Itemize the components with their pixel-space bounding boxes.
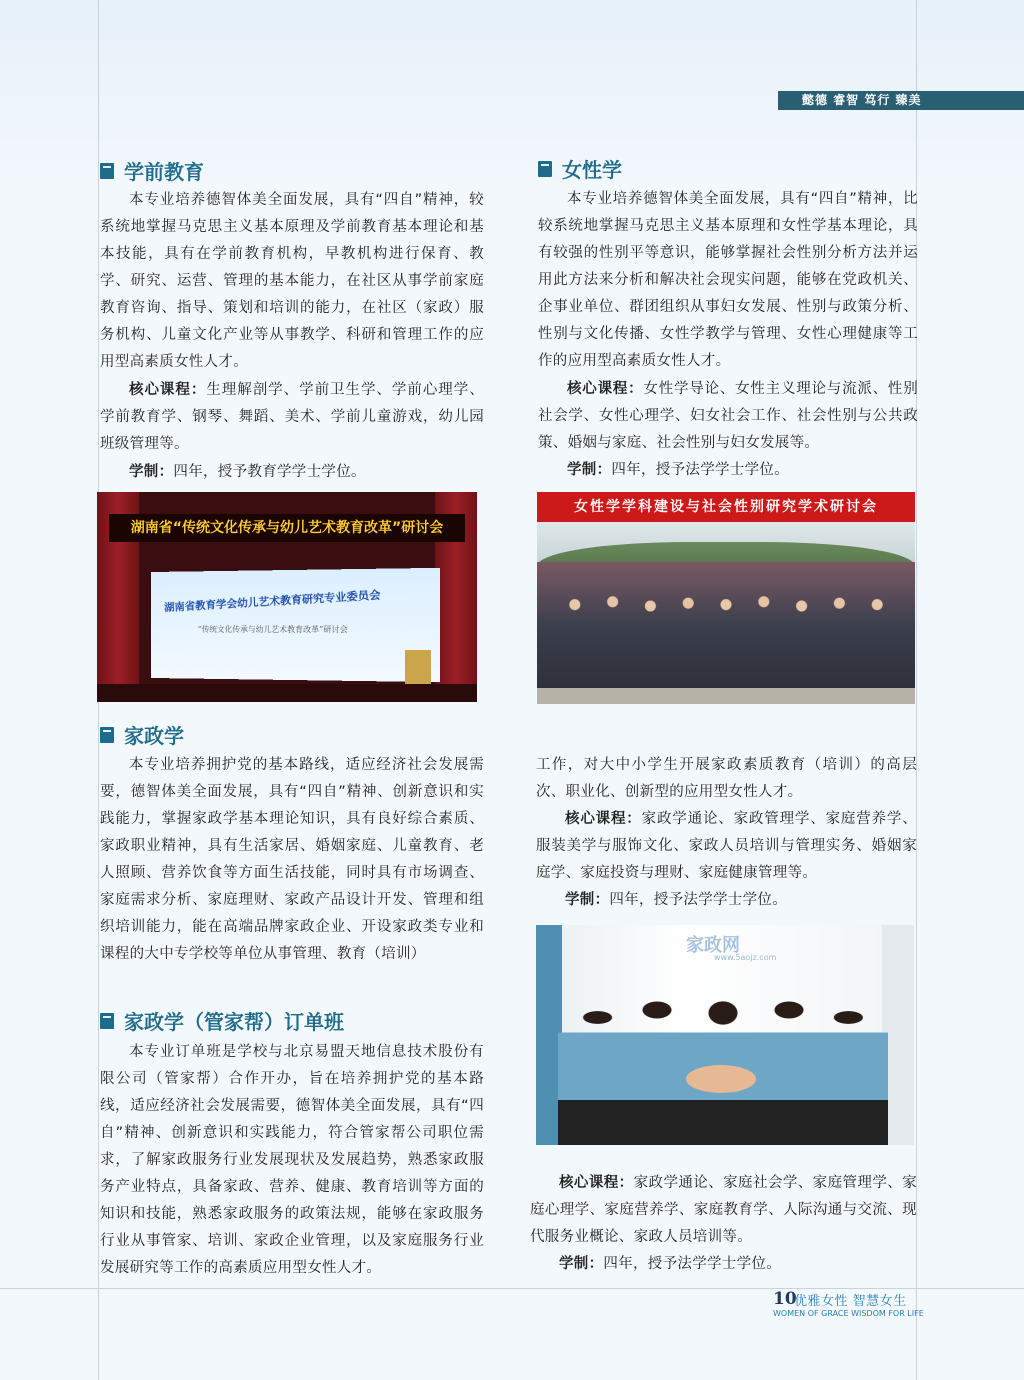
projection-screen <box>151 568 440 682</box>
motto-bar: 懿德 睿智 笃行 臻美 <box>778 91 1024 110</box>
screen-subtitle: “传统文化传承与幼儿艺术教育改革”研讨会 <box>197 625 348 635</box>
system-label: 学制： <box>565 892 610 908</box>
brand-logo: 家政网 <box>686 935 740 956</box>
courses-label: 核心课程： <box>565 811 642 827</box>
screen-title: 湖南省教育学会幼儿艺术教育研究专业委员会 <box>163 588 381 615</box>
podium <box>405 650 431 686</box>
team-photo <box>536 925 914 1145</box>
section-title-text: 家政学（管家帮）订单班 <box>124 1010 344 1034</box>
courses-label: 核心课程： <box>559 1175 634 1191</box>
courses-text: 家政学通论、家庭社会学、家庭管理学、家庭心理学、家庭营养学、家庭教育学、人际沟通与交流、现代服务业概论、家政人员培训等。 <box>530 1175 917 1245</box>
book-icon <box>100 727 114 743</box>
book-icon <box>100 1013 114 1029</box>
home-economics-intro-part1: 本专业培养拥护党的基本路线，适应经济社会发展需要，德智体美全面发展，具有“四自”精神、创新意识和实践能力，掌握家政学基本理论知识，具有良好综合素质、家政职业精神，具有生活家居、婚姻家庭、儿童教育、老人照顾、营养饮食等方面生活技能，同时具有市场调查、家庭需求分析、家庭理财、家政产品设计开发、管理和组织培训能力，能在高端品牌家政企业、开设家政类专业和课程的大中专学校等单位从事管理、教育（培训） <box>100 757 484 962</box>
stage <box>97 684 477 702</box>
footer-tagline-cn: 优雅女性 智慧女生 <box>794 1294 907 1309</box>
system-text: 四年，授予法学学士学位。 <box>603 1256 782 1272</box>
womens-studies-system <box>538 457 918 484</box>
preschool-intro: 本专业培养德智体美全面发展，具有“四自”精神，较系统地掌握马克思主义基本原理及学前教育基本理论和基本技能，具有在学前教育机构，早教机构进行保育、教学、研究、运营、管理的基本能力，在社区从事学前家庭教育咨询、指导、策划和培训的能力，在社区（家政）服务机构、儿童文化产业等从事教学、科研和管理工作的应用型高素质女性人才。 <box>100 192 484 370</box>
order-class-system <box>530 1251 917 1278</box>
footer-tagline-en: WOMEN OF GRACE WISDOM FOR LIFE <box>773 1309 924 1318</box>
order-class-courses <box>530 1170 917 1251</box>
section-title-home-economics <box>100 720 184 749</box>
courses-text: 家政学通论、家政管理学、家庭营养学、服装美学与服饰文化、家政人员培训与管理实务、婚姻家庭学、家庭投资与理财、家庭健康管理等。 <box>536 811 917 881</box>
system-label: 学制： <box>567 462 612 478</box>
order-class-intro: 本专业订单班是学校与北京易盟天地信息技术股份有限公司（管家帮）合作开办，旨在培养拥护党的基本路线，适应经济社会发展需要，德智体美全面发展，具有“四自”精神、创新意识和实践能力，符合管家帮公司职位需求，了解家政服务行业发展现状及发展趋势，熟悉家政服务产业特点，具备家政、营养、健康、教育培训等方面的知识和技能，熟悉家政服务的政策法规，能够在家政服务行业从事管家、培训、家政企业管理，以及家庭服务行业发展研究等工作的高素质应用型女性人才。 <box>100 1044 484 1276</box>
group-photo <box>537 492 915 704</box>
preschool-courses <box>100 377 484 458</box>
section-title-preschool <box>100 156 204 185</box>
system-label: 学制： <box>129 464 174 480</box>
system-text: 四年，授予法学学士学位。 <box>609 892 788 908</box>
book-icon <box>100 163 114 179</box>
led-banner: 湖南省“传统文化传承与幼儿艺术教育改革”研讨会 <box>109 514 465 542</box>
courses-label: 核心课程： <box>129 382 207 398</box>
attendees <box>537 562 915 704</box>
system-text: 四年，授予教育学学士学位。 <box>173 464 366 480</box>
womens-studies-courses <box>538 376 918 457</box>
section-title-womens-studies <box>538 154 622 183</box>
womens-studies-intro: 本专业培养德智体美全面发展，具有“四自”精神，比较系统地掌握马克思主义基本原理和女性学基本理论，具有较强的性别平等意识，能够掌握社会性别分析方法并运用此方法来分析和解决社会现实问题，能够在党政机关、企事业单位、群团组织从事妇女发展、性别与政策分析、性别与文化传播、女性学教学与管理、女性心理健康等工作的应用型高素质女性人才。 <box>538 191 918 369</box>
courses-text: 女性学导论、女性主义理论与流派、性别社会学、女性心理学、妇女社会工作、社会性别与公共政策、婚姻与家庭、社会性别与妇女发展等。 <box>538 381 919 451</box>
preschool-system <box>100 459 484 486</box>
system-label: 学制： <box>559 1256 604 1272</box>
home-economics-system <box>536 887 917 914</box>
ground <box>537 688 915 704</box>
section-title-text: 女性学 <box>562 158 622 182</box>
system-text: 四年，授予法学学士学位。 <box>611 462 790 478</box>
courses-text: 生理解剖学、学前卫生学、学前心理学、学前教育学、钢琴、舞蹈、美术、学前儿童游戏，幼儿园班级管理等。 <box>100 382 485 452</box>
section-title-text: 家政学 <box>124 724 184 748</box>
event-banner: 女性学学科建设与社会性别研究学术研讨会 <box>537 492 915 522</box>
brand-url: www.5aojz.com <box>714 953 777 962</box>
conference-hall-photo <box>97 492 477 702</box>
guide-line <box>0 1288 1024 1289</box>
section-title-order-class <box>100 1006 344 1035</box>
page-number: 10 <box>773 1289 797 1309</box>
home-economics-intro-part2: 工作，对大中小学生开展家政素质教育（培训）的高层次、职业化、创新型的应用型女性人才。 <box>536 757 917 800</box>
book-icon <box>538 161 552 177</box>
courses-label: 核心课程： <box>567 381 644 397</box>
home-economics-courses <box>536 806 917 887</box>
joined-hands <box>686 1065 756 1093</box>
section-title-text: 学前教育 <box>124 160 204 184</box>
